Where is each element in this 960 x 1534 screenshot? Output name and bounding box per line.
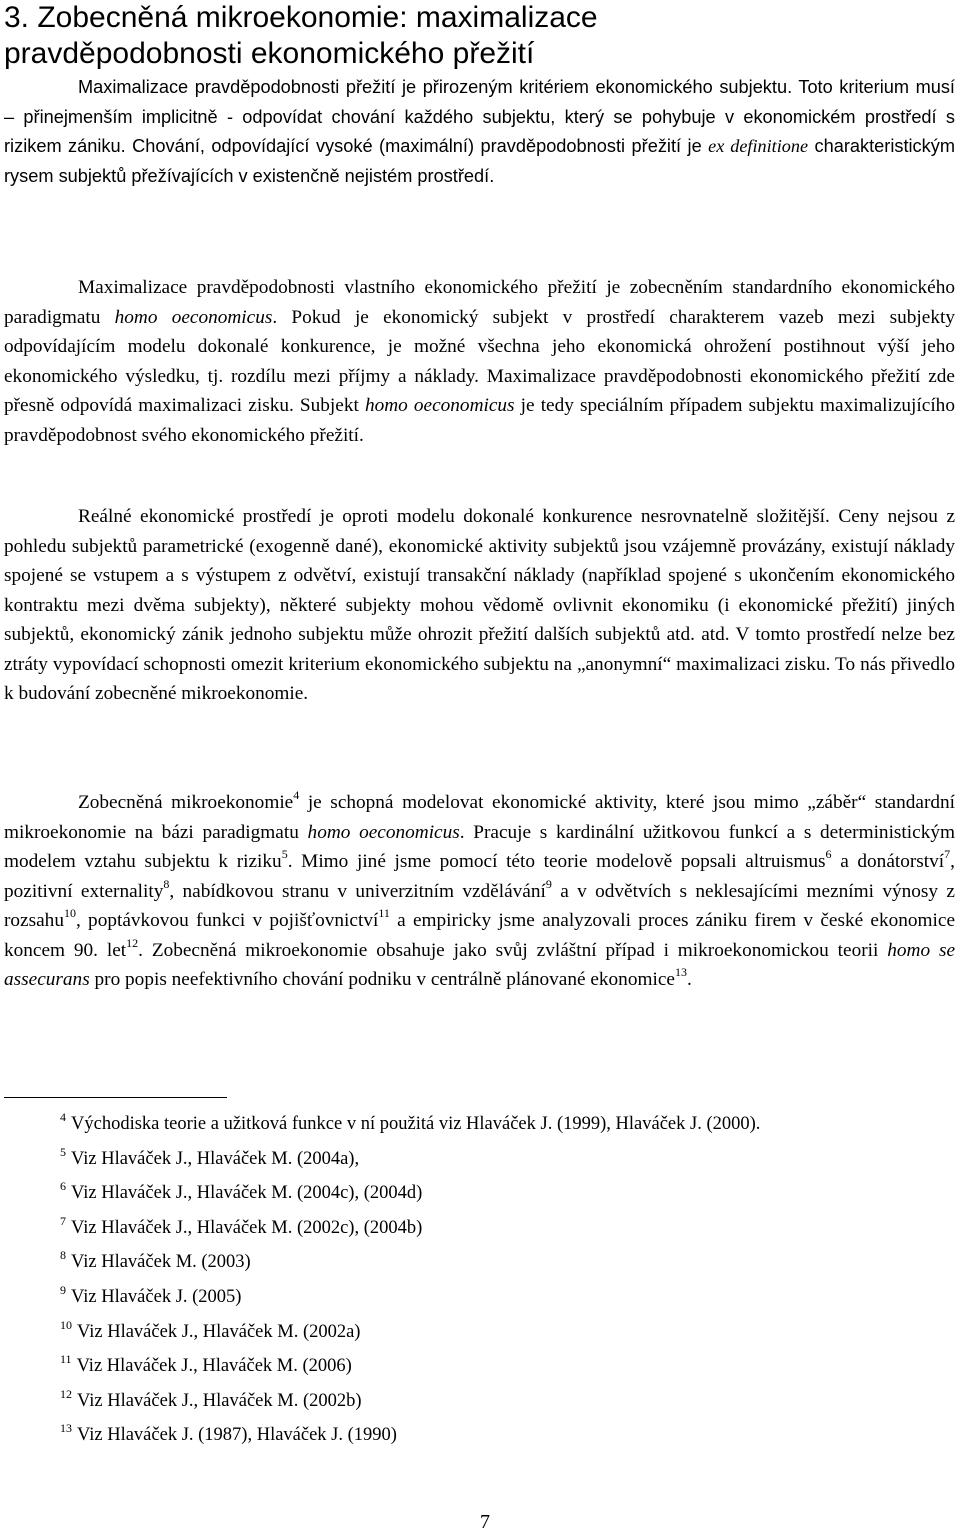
footnote-ref-6[interactable]: 6 bbox=[825, 847, 832, 861]
footnote-item bbox=[60, 1418, 950, 1453]
footnote-ref-8[interactable]: 8 bbox=[163, 876, 170, 891]
footnote-text: Viz Hlaváček J., Hlaváček M. (2004a), bbox=[71, 1148, 360, 1169]
footnote-ref-4[interactable]: 4 bbox=[293, 788, 300, 802]
footnote-number: 12 bbox=[60, 1386, 72, 1401]
footnote-text: Viz Hlaváček J., Hlaváček M. (2006) bbox=[76, 1356, 352, 1377]
footnote-text: Východiska teorie a užitková funkce v ní použitá viz Hlaváček J. (1999), Hlaváček J. (2000). bbox=[71, 1114, 761, 1134]
footnote-list bbox=[60, 1107, 950, 1453]
footnote-item bbox=[60, 1315, 950, 1350]
paragraph-2-text-c: . Pokud je ekonomický subjekt v prostředí charakterem vazeb mezi subjekty odpovídajícím modelu dokonalé konkurence, je možné všechna jeho ekonomická ohrožení postihnout výší jeho ekonomického výsledku, tj. rozdílu mezi příjmy a náklady. Maximalizace pravděpodobnosti ekonomického přežití zde přesně odpovídá maximalizaci zisku. Subjekt bbox=[4, 306, 955, 416]
paragraph-2-italic-term-1: homo oeconomicus bbox=[114, 306, 273, 328]
footnote-ref-11[interactable]: 11 bbox=[378, 906, 390, 920]
footnote-text: Viz Hlaváček M. (2003) bbox=[71, 1252, 251, 1273]
p4-text-3: . Pracuje s kardinální užitkovou funkcí a s deterministickým modelem vztahu subjektu k riziku bbox=[4, 821, 955, 872]
paragraph-1-text-c: charakteristickým rysem subjektů přežívajících v existenčně nejistém prostředí. bbox=[4, 136, 955, 186]
chapter-heading bbox=[4, 0, 954, 72]
paragraph-4 bbox=[4, 788, 955, 995]
footnote-item bbox=[60, 1349, 950, 1384]
footnote-item bbox=[60, 1280, 950, 1315]
paragraph-2-text-e: je tedy speciálním případem subjektu maximalizujícího pravděpodobnost svého ekonomického přežití. bbox=[4, 395, 955, 446]
p4-text-11: . Zobecněná mikroekonomie obsahuje jako svůj zvláštní případ i mikroekonomickou teorii bbox=[138, 939, 888, 961]
chapter-heading-line-1: 3. Zobecněná mikroekonomie: maximalizace bbox=[4, 1, 598, 34]
footnote-text: Viz Hlaváček J., Hlaváček M. (2002a) bbox=[77, 1321, 361, 1342]
paragraph-3-text: Reálné ekonomické prostředí je oproti modelu dokonalé konkurence nesrovnatelně složitější. Ceny nejsou z pohledu subjektů parametrické (exogenně dané), ekonomické aktivity subjektů jsou vzájemně provázány, existují náklady spojené se vstupem a s výstupem z odvětví, existují transakční náklady (například spojené s ukončením ekonomického kontraktu mezi dvěma subjekty), některé subjekty mohou vědomě ovlivnit ekonomiku (i ekonomické přežití) jiných subjektů, ekonomický zánik jednoho subjektu může ohrozit přežití dalších subjektů atd. atd. V tomto prostředí nelze bez ztráty vypovídací schopnosti omezit kriterium ekonomického subjektu na „anonymní“ maximalizaci zisku. To nás přivedlo k budování zobecněné mikroekonomie. bbox=[4, 506, 955, 704]
footnote-text: Viz Hlaváček J., Hlaváček M. (2004c), (2004d) bbox=[71, 1183, 423, 1204]
footnote-item bbox=[60, 1142, 950, 1177]
footnote-text: Viz Hlaváček J. (2005) bbox=[71, 1286, 242, 1307]
footnote-number: 8 bbox=[60, 1248, 66, 1263]
footnote-number: 9 bbox=[60, 1282, 66, 1297]
paragraph-1 bbox=[4, 73, 955, 191]
paragraph-1-italic-term: ex definitione bbox=[708, 136, 809, 156]
footnote-item bbox=[60, 1384, 950, 1419]
footnote-ref-9[interactable]: 9 bbox=[545, 876, 552, 891]
footnote-number: 13 bbox=[60, 1421, 72, 1436]
footnote-ref-7[interactable]: 7 bbox=[944, 847, 951, 861]
footnote-ref-12[interactable]: 12 bbox=[126, 935, 139, 950]
p4-text-7: , nabídkovou stranu v univerzitním vzdělávání bbox=[169, 880, 546, 902]
footnote-number: 11 bbox=[60, 1352, 72, 1367]
paragraph-2 bbox=[4, 273, 955, 450]
footnote-separator bbox=[4, 1097, 227, 1098]
p4-text-10: a empiricky jsme analyzovali proces zániku firem v české ekonomice koncem 90. let bbox=[4, 910, 955, 961]
footnote-ref-13[interactable]: 13 bbox=[674, 965, 687, 979]
footnote-text: Viz Hlaváček J., Hlaváček M. (2002b) bbox=[77, 1390, 362, 1411]
p4-text-5: a donátorství bbox=[831, 851, 945, 872]
footnote-number: 5 bbox=[60, 1144, 66, 1159]
p4-text-13: . bbox=[686, 969, 692, 990]
p4-text-1: Zobecněná mikroekonomie bbox=[78, 792, 294, 813]
p4-text-6: , pozitivní externality bbox=[4, 851, 955, 902]
paragraph-2-text-a: Maximalizace pravděpodobnosti vlastního ekonomického přežití je zobecněním standardního ekonomického paradigmatu bbox=[4, 277, 955, 328]
p4-text-12: pro popis neefektivního chování podniku v centrálně plánované ekonomice bbox=[89, 969, 675, 990]
paragraph-2-italic-term-2: homo oeconomicus bbox=[364, 395, 515, 416]
p4-italic-homo-se-assecurans: homo se assecurans bbox=[4, 939, 956, 990]
footnote-item bbox=[60, 1107, 950, 1142]
paragraph-1-text-a: Maximalizace pravděpodobnosti přežití je přirozeným kritériem ekonomického subjektu. Toto kriterium musí – přinejmenším implicitně - odpovídat chování každého subjektu, který se pohybuje v ekonomickém prostředí s rizikem zániku. Chování, odpovídající vysoké (maximální) pravděpodobnosti přežití je bbox=[4, 77, 955, 156]
footnote-ref-5[interactable]: 5 bbox=[281, 847, 288, 861]
p4-text-4: . Mimo jiné jsme pomocí této teorie modelově popsali altruismus bbox=[287, 851, 826, 872]
footnote-number: 6 bbox=[60, 1179, 66, 1194]
page-number: 7 bbox=[480, 1511, 490, 1533]
p4-text-9: , poptávkovou funkci v pojišťovnictví bbox=[75, 910, 379, 931]
p4-italic-homo-oeconomicus: homo oeconomicus bbox=[307, 821, 460, 843]
chapter-heading-line-2: pravděpodobnosti ekonomického přežití bbox=[4, 37, 535, 70]
footnote-number: 4 bbox=[60, 1110, 66, 1124]
p4-text-2: je schopná modelovat ekonomické aktivity, které jsou mimo „záběr“ standardní mikroekonomie na bázi paradigmatu bbox=[4, 792, 956, 843]
footnote-item bbox=[60, 1245, 950, 1280]
footnote-text: Viz Hlaváček J. (1987), Hlaváček J. (1990) bbox=[77, 1425, 397, 1446]
paragraph-3 bbox=[4, 502, 955, 709]
p4-text-8: a v odvětvích s neklesajícími mezními výnosy z rozsahu bbox=[4, 880, 955, 931]
footnote-item bbox=[60, 1176, 950, 1211]
footnote-text: Viz Hlaváček J., Hlaváček M. (2002c), (2004b) bbox=[71, 1217, 423, 1238]
footnote-number: 7 bbox=[60, 1213, 66, 1228]
footnote-number: 10 bbox=[60, 1317, 72, 1332]
footnote-ref-10[interactable]: 10 bbox=[63, 906, 76, 920]
footnote-item bbox=[60, 1211, 950, 1246]
